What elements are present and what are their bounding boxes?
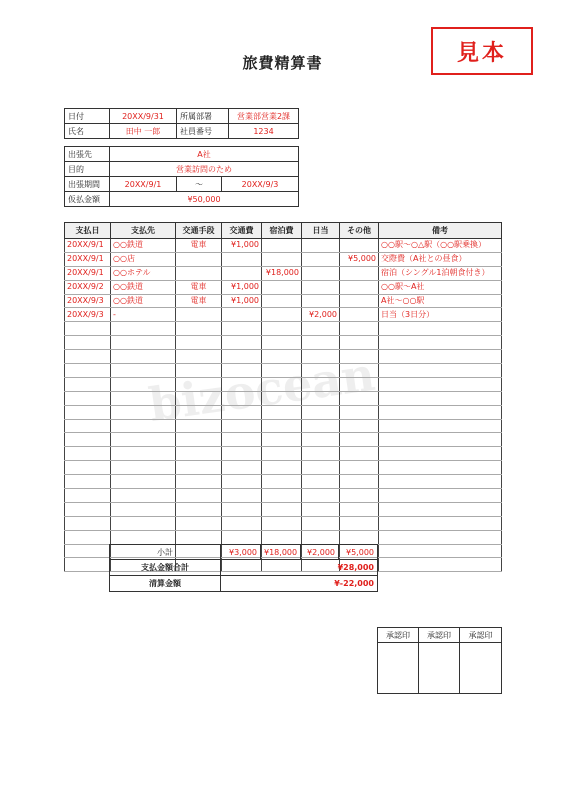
cell-date[interactable] <box>65 350 111 364</box>
total-value: ¥28,000 <box>221 560 378 576</box>
expense-header-row <box>65 223 502 239</box>
cell-daily[interactable] <box>302 350 340 364</box>
approval-label-1: 承認印 <box>378 628 419 643</box>
info-table <box>64 108 299 139</box>
cell-daily[interactable] <box>302 336 340 350</box>
cell-daily[interactable] <box>302 391 340 405</box>
cell-transport-mode[interactable] <box>176 489 222 503</box>
cell-transport-mode[interactable] <box>176 252 222 266</box>
cell-lodging[interactable] <box>262 405 302 419</box>
dept-value: 営業部営業2課 <box>229 109 299 124</box>
cell-other[interactable] <box>340 308 379 322</box>
cell-other[interactable] <box>340 280 379 294</box>
cell-lodging[interactable]: ¥18,000 <box>262 266 302 280</box>
cell-daily[interactable] <box>302 239 340 253</box>
purpose-value: 営業訪問のため <box>110 162 299 177</box>
cell-daily[interactable] <box>302 377 340 391</box>
table-row <box>65 252 502 266</box>
cell-lodging[interactable] <box>262 377 302 391</box>
trip-table <box>64 146 299 207</box>
cell-transport-mode[interactable]: 電車 <box>176 294 222 308</box>
table-row <box>65 475 502 489</box>
cell-notes[interactable] <box>379 377 502 391</box>
cell-payee[interactable] <box>111 405 176 419</box>
cell-payee[interactable] <box>111 350 176 364</box>
cell-payee[interactable] <box>111 447 176 461</box>
cell-date[interactable] <box>65 475 111 489</box>
cell-daily[interactable] <box>302 433 340 447</box>
cell-transport-mode[interactable] <box>176 475 222 489</box>
advance-label: 仮払金額 <box>65 192 110 207</box>
cell-lodging[interactable] <box>262 447 302 461</box>
period-separator: 〜 <box>177 177 222 192</box>
cell-lodging[interactable] <box>262 364 302 378</box>
cell-notes[interactable] <box>379 322 502 336</box>
cell-transport-mode[interactable] <box>176 516 222 530</box>
dept-label: 所属部署 <box>177 109 229 124</box>
cell-date[interactable] <box>65 489 111 503</box>
cell-lodging[interactable] <box>262 308 302 322</box>
date-label: 日付 <box>65 109 110 124</box>
table-row <box>65 461 502 475</box>
cell-daily[interactable] <box>302 516 340 530</box>
cell-date[interactable] <box>65 391 111 405</box>
cell-notes[interactable] <box>379 391 502 405</box>
col-header-daily: 日当 <box>302 223 340 239</box>
destination-value: A社 <box>110 147 299 162</box>
cell-daily[interactable]: ¥2,000 <box>302 308 340 322</box>
cell-other[interactable] <box>340 516 379 530</box>
cell-date[interactable] <box>65 419 111 433</box>
cell-lodging[interactable] <box>262 322 302 336</box>
settlement-value: ¥-22,000 <box>221 576 378 592</box>
cell-daily[interactable] <box>302 502 340 516</box>
table-row <box>65 350 502 364</box>
cell-lodging[interactable] <box>262 280 302 294</box>
empno-value: 1234 <box>229 124 299 139</box>
cell-daily[interactable] <box>302 322 340 336</box>
cell-other[interactable] <box>340 433 379 447</box>
cell-lodging[interactable] <box>262 239 302 253</box>
cell-transport-cost[interactable] <box>222 322 262 336</box>
cell-date[interactable] <box>65 461 111 475</box>
sample-stamp: 見本 <box>431 27 533 75</box>
cell-transport-mode[interactable] <box>176 336 222 350</box>
cell-notes[interactable] <box>379 419 502 433</box>
table-row <box>65 516 502 530</box>
cell-lodging[interactable] <box>262 252 302 266</box>
cell-transport-cost[interactable] <box>222 364 262 378</box>
cell-notes[interactable] <box>379 447 502 461</box>
cell-transport-cost[interactable] <box>222 489 262 503</box>
table-row <box>65 489 502 503</box>
cell-notes[interactable] <box>379 350 502 364</box>
cell-transport-cost[interactable] <box>222 266 262 280</box>
approval-label-3: 承認印 <box>460 628 502 643</box>
cell-payee[interactable] <box>111 419 176 433</box>
cell-notes[interactable] <box>379 530 502 544</box>
empno-label: 社員番号 <box>177 124 229 139</box>
cell-transport-mode[interactable] <box>176 405 222 419</box>
table-row <box>65 308 502 322</box>
cell-transport-mode[interactable]: 電車 <box>176 239 222 253</box>
cell-transport-cost[interactable] <box>222 530 262 544</box>
cell-transport-mode[interactable] <box>176 461 222 475</box>
cell-transport-cost[interactable] <box>222 252 262 266</box>
subtotal-other: ¥5,000 <box>339 545 378 560</box>
cell-payee[interactable] <box>111 322 176 336</box>
table-row <box>65 530 502 544</box>
watermark-logo: bizocean <box>145 346 378 432</box>
period-end: 20XX/9/3 <box>222 177 299 192</box>
cell-other[interactable] <box>340 377 379 391</box>
cell-date[interactable] <box>65 336 111 350</box>
cell-other[interactable] <box>340 322 379 336</box>
cell-other[interactable] <box>340 239 379 253</box>
table-row <box>65 266 502 280</box>
cell-transport-mode[interactable] <box>176 322 222 336</box>
cell-payee[interactable]: ○○鉄道 <box>111 280 176 294</box>
cell-payee[interactable]: ○○ホテル <box>111 266 176 280</box>
table-row <box>65 419 502 433</box>
cell-daily[interactable] <box>302 280 340 294</box>
cell-transport-cost[interactable] <box>222 433 262 447</box>
cell-transport-mode[interactable] <box>176 364 222 378</box>
cell-daily[interactable] <box>302 461 340 475</box>
table-row <box>65 447 502 461</box>
cell-other[interactable] <box>340 502 379 516</box>
approval-table <box>377 627 502 694</box>
cell-date[interactable] <box>65 405 111 419</box>
cell-payee[interactable] <box>111 336 176 350</box>
cell-payee[interactable]: ○○鉄道 <box>111 294 176 308</box>
subtotal-label: 小計 <box>110 545 221 560</box>
cell-notes[interactable]: 宿泊（シングル1泊朝食付き） <box>379 266 502 280</box>
cell-date[interactable] <box>65 502 111 516</box>
col-header-other: その他 <box>340 223 379 239</box>
cell-payee[interactable] <box>111 461 176 475</box>
cell-daily[interactable] <box>302 489 340 503</box>
cell-date[interactable]: 20XX/9/1 <box>65 252 111 266</box>
table-row <box>65 336 502 350</box>
col-header-lodging: 宿泊費 <box>262 223 302 239</box>
cell-other[interactable] <box>340 419 379 433</box>
cell-lodging[interactable] <box>262 419 302 433</box>
cell-other[interactable] <box>340 266 379 280</box>
cell-lodging[interactable] <box>262 433 302 447</box>
cell-date[interactable] <box>65 447 111 461</box>
approval-stamp-box-2[interactable] <box>419 643 460 694</box>
cell-other[interactable] <box>340 364 379 378</box>
cell-daily[interactable] <box>302 405 340 419</box>
col-header-transport-mode: 交通手段 <box>176 223 222 239</box>
cell-transport-cost[interactable] <box>222 475 262 489</box>
cell-notes[interactable] <box>379 433 502 447</box>
cell-lodging[interactable] <box>262 461 302 475</box>
cell-date[interactable] <box>65 516 111 530</box>
approval-label-2: 承認印 <box>419 628 460 643</box>
cell-notes[interactable] <box>379 461 502 475</box>
table-row <box>65 377 502 391</box>
table-row <box>65 502 502 516</box>
col-header-payee: 支払先 <box>111 223 176 239</box>
cell-transport-cost[interactable]: ¥1,000 <box>222 239 262 253</box>
cell-transport-mode[interactable]: 電車 <box>176 280 222 294</box>
cell-transport-cost[interactable] <box>222 461 262 475</box>
total-label: 支払金額合計 <box>110 560 221 576</box>
cell-date[interactable] <box>65 530 111 544</box>
cell-other[interactable]: ¥5,000 <box>340 252 379 266</box>
cell-other[interactable] <box>340 391 379 405</box>
cell-transport-mode[interactable] <box>176 447 222 461</box>
cell-transport-mode[interactable] <box>176 266 222 280</box>
name-value: 田中 一郎 <box>110 124 177 139</box>
cell-date[interactable] <box>65 433 111 447</box>
cell-transport-cost[interactable] <box>222 391 262 405</box>
advance-value: ¥50,000 <box>110 192 299 207</box>
cell-lodging[interactable] <box>262 336 302 350</box>
cell-other[interactable] <box>340 350 379 364</box>
cell-transport-cost[interactable] <box>222 377 262 391</box>
cell-lodging[interactable] <box>262 391 302 405</box>
cell-date[interactable]: 20XX/9/2 <box>65 280 111 294</box>
cell-transport-mode[interactable] <box>176 419 222 433</box>
cell-payee[interactable] <box>111 502 176 516</box>
cell-notes[interactable]: A社〜○○駅 <box>379 294 502 308</box>
cell-transport-cost[interactable] <box>222 308 262 322</box>
cell-date[interactable] <box>65 558 111 572</box>
cell-transport-cost[interactable] <box>222 419 262 433</box>
purpose-label: 目的 <box>65 162 110 177</box>
cell-transport-cost[interactable]: ¥1,000 <box>222 280 262 294</box>
destination-label: 出張先 <box>65 147 110 162</box>
cell-date[interactable] <box>65 322 111 336</box>
cell-daily[interactable] <box>302 475 340 489</box>
cell-transport-mode[interactable] <box>176 502 222 516</box>
subtotal-transport: ¥3,000 <box>221 545 261 560</box>
cell-payee[interactable] <box>111 530 176 544</box>
cell-payee[interactable] <box>111 391 176 405</box>
cell-notes[interactable] <box>379 336 502 350</box>
table-row <box>65 405 502 419</box>
cell-transport-cost[interactable] <box>222 516 262 530</box>
expense-table <box>64 222 502 572</box>
cell-transport-mode[interactable] <box>176 433 222 447</box>
approval-stamp-box-1[interactable] <box>378 643 419 694</box>
cell-notes[interactable]: 交際費（A社との昼食） <box>379 252 502 266</box>
cell-payee[interactable] <box>111 377 176 391</box>
page-title: 旅費精算書 <box>242 54 323 72</box>
table-row <box>65 391 502 405</box>
cell-payee[interactable] <box>111 433 176 447</box>
cell-lodging[interactable] <box>262 489 302 503</box>
cell-other[interactable] <box>340 475 379 489</box>
cell-lodging[interactable] <box>262 350 302 364</box>
summary-table <box>109 544 378 592</box>
settlement-label: 清算金額 <box>110 576 221 592</box>
cell-notes[interactable] <box>379 405 502 419</box>
cell-payee[interactable]: ○○鉄道 <box>111 239 176 253</box>
cell-transport-cost[interactable] <box>222 350 262 364</box>
table-row <box>65 294 502 308</box>
cell-other[interactable] <box>340 461 379 475</box>
cell-date[interactable] <box>65 364 111 378</box>
cell-transport-cost[interactable] <box>222 405 262 419</box>
cell-transport-cost[interactable] <box>222 502 262 516</box>
date-value: 20XX/9/31 <box>110 109 177 124</box>
cell-payee[interactable]: ○○店 <box>111 252 176 266</box>
cell-other[interactable] <box>340 447 379 461</box>
cell-lodging[interactable] <box>262 475 302 489</box>
cell-date[interactable]: 20XX/9/3 <box>65 294 111 308</box>
cell-transport-mode[interactable] <box>176 391 222 405</box>
cell-notes[interactable]: 日当（3日分） <box>379 308 502 322</box>
cell-notes[interactable]: ○○駅〜A社 <box>379 280 502 294</box>
cell-date[interactable] <box>65 544 111 558</box>
cell-daily[interactable] <box>302 447 340 461</box>
cell-transport-mode[interactable] <box>176 377 222 391</box>
cell-notes[interactable] <box>379 558 502 572</box>
cell-transport-cost[interactable] <box>222 336 262 350</box>
cell-other[interactable] <box>340 294 379 308</box>
cell-other[interactable] <box>340 405 379 419</box>
cell-notes[interactable] <box>379 489 502 503</box>
cell-date[interactable]: 20XX/9/3 <box>65 308 111 322</box>
cell-other[interactable] <box>340 336 379 350</box>
cell-daily[interactable] <box>302 252 340 266</box>
cell-payee[interactable] <box>111 475 176 489</box>
col-header-date: 支払日 <box>65 223 111 239</box>
cell-daily[interactable] <box>302 294 340 308</box>
cell-payee[interactable] <box>111 516 176 530</box>
cell-lodging[interactable] <box>262 502 302 516</box>
period-label: 出張期間 <box>65 177 110 192</box>
cell-other[interactable] <box>340 489 379 503</box>
cell-notes[interactable]: ○○駅〜○△駅（○○駅乗換） <box>379 239 502 253</box>
col-header-notes: 備考 <box>379 223 502 239</box>
cell-payee[interactable]: - <box>111 308 176 322</box>
table-row <box>65 433 502 447</box>
cell-transport-mode[interactable] <box>176 350 222 364</box>
col-header-transport-cost: 交通費 <box>222 223 262 239</box>
cell-notes[interactable] <box>379 516 502 530</box>
subtotal-daily: ¥2,000 <box>301 545 339 560</box>
cell-lodging[interactable] <box>262 294 302 308</box>
cell-other[interactable] <box>340 530 379 544</box>
cell-notes[interactable] <box>379 544 502 558</box>
approval-stamp-box-3[interactable] <box>460 643 502 694</box>
table-row <box>65 239 502 253</box>
cell-date[interactable]: 20XX/9/1 <box>65 266 111 280</box>
cell-payee[interactable] <box>111 364 176 378</box>
cell-date[interactable] <box>65 377 111 391</box>
cell-transport-mode[interactable] <box>176 530 222 544</box>
cell-payee[interactable] <box>111 489 176 503</box>
cell-lodging[interactable] <box>262 530 302 544</box>
cell-transport-mode[interactable] <box>176 308 222 322</box>
table-row <box>65 280 502 294</box>
name-label: 氏名 <box>65 124 110 139</box>
cell-date[interactable]: 20XX/9/1 <box>65 239 111 253</box>
cell-transport-cost[interactable]: ¥1,000 <box>222 294 262 308</box>
table-row <box>65 322 502 336</box>
cell-notes[interactable] <box>379 475 502 489</box>
cell-daily[interactable] <box>302 419 340 433</box>
cell-notes[interactable] <box>379 502 502 516</box>
subtotal-lodging: ¥18,000 <box>261 545 301 560</box>
cell-daily[interactable] <box>302 364 340 378</box>
period-start: 20XX/9/1 <box>110 177 177 192</box>
cell-daily[interactable] <box>302 530 340 544</box>
cell-transport-cost[interactable] <box>222 447 262 461</box>
cell-notes[interactable] <box>379 364 502 378</box>
cell-lodging[interactable] <box>262 516 302 530</box>
table-row <box>65 364 502 378</box>
cell-daily[interactable] <box>302 266 340 280</box>
